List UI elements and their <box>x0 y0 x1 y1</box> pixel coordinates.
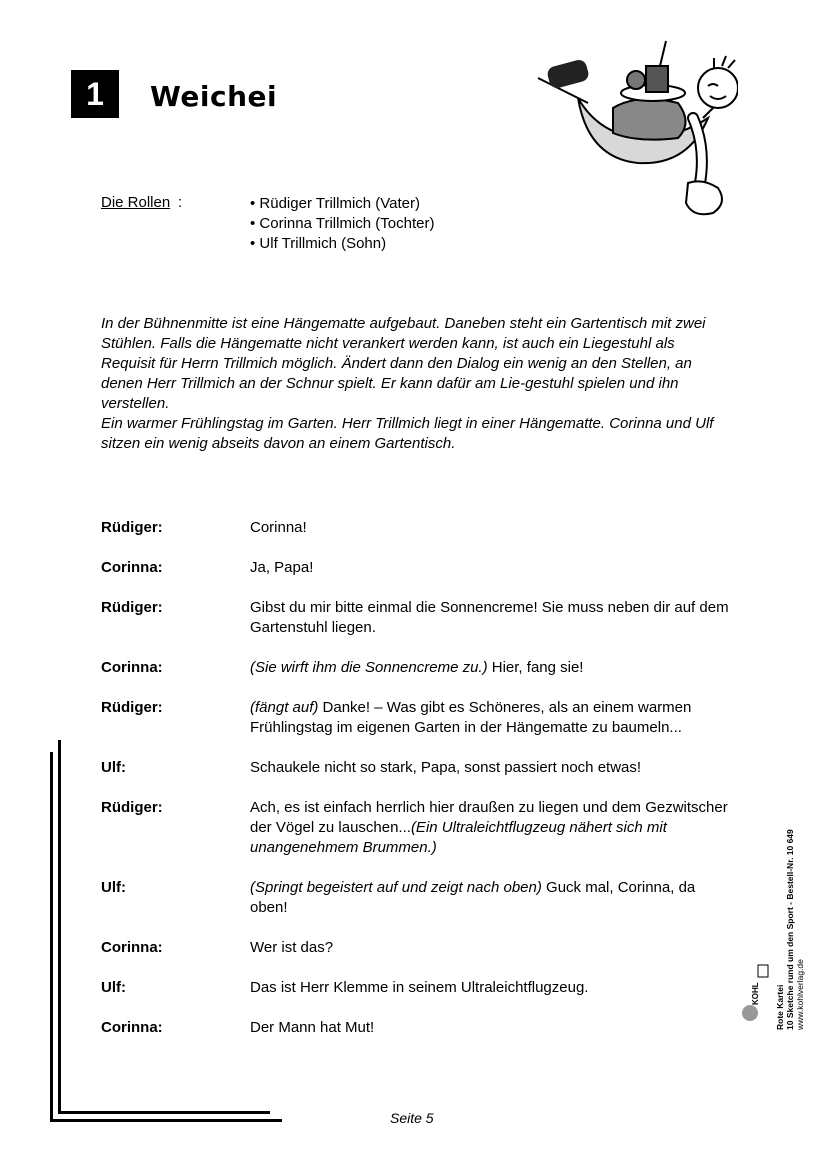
frame-line <box>50 752 53 1122</box>
dialog-speaker: Ulf: <box>101 879 126 896</box>
dialog-text <box>250 938 731 958</box>
dialog-text <box>250 558 731 578</box>
dialog-line <box>101 1018 731 1038</box>
dialog-stage-direction-after: (Ein Ultraleichtflugzeug nähert sich mit unangenehmem Brummen.) <box>250 819 667 856</box>
dialog-spoken: Wer ist das? <box>250 939 334 956</box>
dialog-speaker: Rüdiger: <box>101 599 163 616</box>
dialog-speaker: Corinna: <box>101 939 163 956</box>
roles-label: Die Rollen <box>101 194 171 211</box>
dialog-line <box>101 698 731 738</box>
side-line: Rote Kartei <box>775 984 785 1030</box>
dialog-speaker: Ulf: <box>101 759 126 776</box>
dialog-speaker: Corinna: <box>101 559 163 576</box>
dialog-text <box>250 878 731 918</box>
sketch-title: Weichei <box>150 80 278 113</box>
stage-directions <box>101 314 731 454</box>
dialog-text <box>250 1018 731 1038</box>
dialog-line <box>101 518 731 538</box>
dialog-line <box>101 558 731 578</box>
dialog-line <box>101 758 731 778</box>
frame-line <box>50 1119 282 1122</box>
dialog-line <box>101 938 731 958</box>
dialog-line <box>101 978 731 998</box>
dialog-spoken: Gibst du mir bitte einmal die Sonnencreme! Sie muss neben dir auf dem Gartenstuhl liegen. <box>250 599 729 636</box>
frame-line <box>58 740 61 1114</box>
dialog-stage-direction: (Springt begeistert auf und zeigt nach oben) <box>250 879 542 896</box>
dialog <box>101 518 731 1058</box>
frame-line <box>58 1111 270 1114</box>
dialog-stage-direction: (Sie wirft ihm die Sonnencreme zu.) <box>250 659 488 676</box>
roles-label-colon: : <box>178 194 183 211</box>
dialog-line <box>101 798 731 858</box>
stage-direction-paragraph: In der Bühnenmitte ist eine Hängematte aufgebaut. Daneben steht ein Gartentisch mit zwei Stühlen. Falls die Hängematte nicht verankert werden kann, ist auch ein Liegestuhl als Requisit für Herrn Trillmich möglich. Ändert dann den Dialog ein wenig an den Stellen, an denen Herr Trillmich an der Schnur spielt. Er kann dafür am Lie-gestuhl spielen und ihn verstellen. <box>101 315 706 412</box>
dialog-line <box>101 598 731 638</box>
dialog-spoken: Das ist Herr Klemme in seinem Ultraleichtflugzeug. <box>250 979 589 996</box>
dialog-text <box>250 698 731 738</box>
dialog-spoken: Schaukele nicht so stark, Papa, sonst passiert noch etwas! <box>250 759 642 776</box>
kohl-logo <box>740 955 770 1027</box>
dialog-spoken: Ach, es ist einfach herrlich hier draußen zu liegen und dem Gezwitscher der Vögel zu lauschen... <box>250 799 728 836</box>
stage-direction-paragraph: Ein warmer Frühlingstag im Garten. Herr Trillmich liegt in einer Hängematte. Corinna und Ulf sitzen ein wenig abseits davon an einem Gartentisch. <box>101 415 714 452</box>
dialog-spoken: Ja, Papa! <box>250 559 314 576</box>
dialog-speaker: Corinna: <box>101 1019 163 1036</box>
dialog-speaker: Ulf: <box>101 979 126 996</box>
dialog-text <box>250 658 731 678</box>
role-item: • Corinna Trillmich (Tochter) <box>250 215 435 232</box>
roles-list <box>250 194 434 254</box>
dialog-line <box>101 658 731 678</box>
kohl-brand: KOHL <box>751 982 760 1005</box>
role-item: • Ulf Trillmich (Sohn) <box>250 235 387 252</box>
dialog-stage-direction: (fängt auf) <box>250 699 319 716</box>
dialog-speaker: Rüdiger: <box>101 799 163 816</box>
hammock-illustration <box>528 38 738 223</box>
page-number: Seite 5 <box>390 1110 434 1126</box>
dialog-spoken: Guck mal, Corinna, da oben! <box>250 879 696 916</box>
dialog-speaker: Rüdiger: <box>101 699 163 716</box>
dialog-text <box>250 598 731 638</box>
side-line: 10 Sketche rund um den Sport - Bestell-Nr. 10 649 <box>785 829 795 1030</box>
role-item: • Rüdiger Trillmich (Vater) <box>250 195 421 212</box>
dialog-speaker: Rüdiger: <box>101 519 163 536</box>
dialog-speaker: Corinna: <box>101 659 163 676</box>
side-info <box>775 829 805 1030</box>
dialog-spoken: Hier, fang sie! <box>487 659 584 676</box>
dialog-text <box>250 798 731 858</box>
dialog-spoken: Der Mann hat Mut! <box>250 1019 375 1036</box>
side-line: www.kohlverlag.de <box>795 959 805 1030</box>
dialog-text <box>250 978 731 998</box>
dialog-spoken: Danke! – Was gibt es Schöneres, als an einem warmen Frühlingstag im eigenen Garten in der Hängematte zu baumeln... <box>250 699 692 736</box>
dialog-text <box>250 518 731 538</box>
dialog-text <box>250 758 731 778</box>
dialog-line <box>101 878 731 918</box>
dialog-spoken: Corinna! <box>250 519 307 536</box>
sketch-number: 1 <box>71 70 119 118</box>
